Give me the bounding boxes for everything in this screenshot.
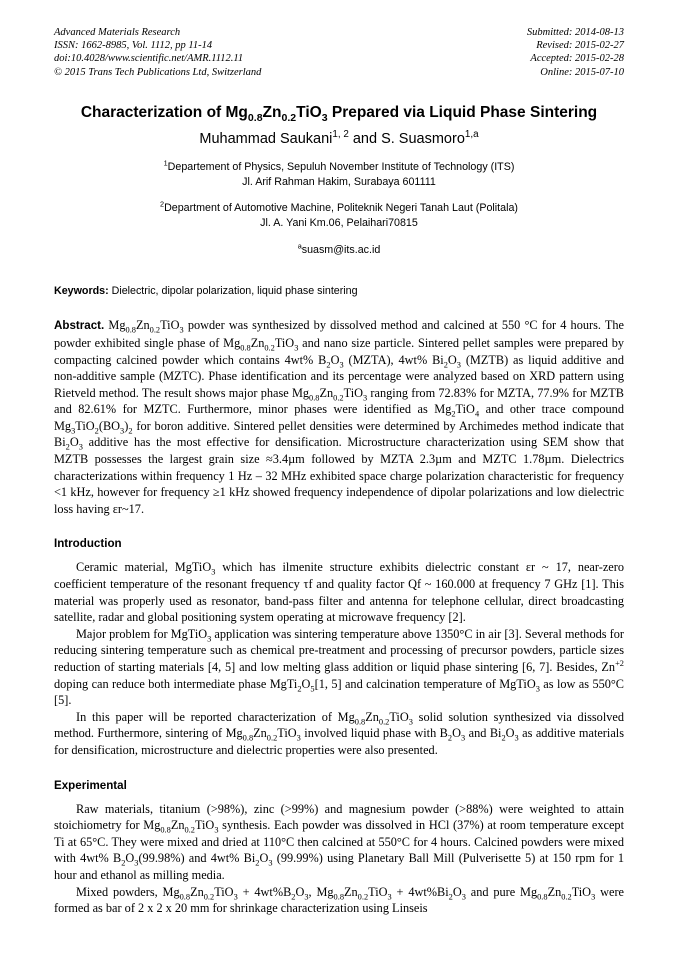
title-part-2: Zn [262, 103, 282, 121]
keywords-label: Keywords: [54, 285, 109, 298]
author-list [54, 130, 624, 149]
journal-name: Advanced Materials Research [54, 27, 181, 38]
author-affil-marker-1: 1, 2 [332, 128, 349, 140]
journal-issn-volume: ISSN: 1662-8985, Vol. 1112, pp 11-14 [54, 40, 213, 52]
experimental-paragraph-2: Mixed powders, $Mg_{0.8}Zn_{0.2}TiO_3 + 4wt\%B_2O_3$, $Mg_{0.8}Zn_{0.2}TiO_3 + 4wt\%Bi_2O_3$ and pure $Mg_{0.8}Zn_{0.2}TiO_3$ were formed as bar of 2 x 2 x 20 mm for shrinkage characterization using Linseis [54, 884, 624, 916]
affiliation-2-marker: 2 [160, 199, 165, 209]
affiliation-1-marker: 1 [163, 158, 168, 168]
title-part-4: Prepared via Liquid Phase Sintering [327, 103, 598, 121]
email-marker: a [297, 241, 302, 251]
date-accepted: Accepted: 2015-02-28 [530, 53, 624, 65]
date-revised: Revised: 2015-02-27 [536, 40, 624, 52]
section-heading-experimental: Experimental [54, 778, 127, 792]
title-sub-1: 0.8 [247, 111, 263, 124]
affiliation-2-line-2: Jl. A. Yani Km.06, Pelaihari70815 [260, 217, 418, 230]
author-conjunction: and [348, 130, 382, 147]
affiliation-2 [54, 201, 624, 232]
corresponding-email [54, 243, 624, 259]
section-heading-introduction: Introduction [54, 537, 122, 551]
journal-doi: doi:10.4028/www.scientific.net/AMR.1112.11 [54, 53, 244, 65]
date-submitted: Submitted: 2014-08-13 [526, 27, 624, 38]
journal-copyright: © 2015 Trans Tech Publications Ltd, Switzerland [54, 66, 262, 78]
affiliation-2-line-1 [54, 201, 624, 217]
keywords-line [54, 284, 624, 299]
submission-dates [527, 26, 624, 79]
page-title [54, 103, 624, 123]
affiliation-1-line-2: Jl. Arif Rahman Hakim, Surabaya 601111 [242, 176, 436, 189]
email-address: suasm@its.ac.id [301, 243, 381, 256]
journal-info [54, 26, 261, 79]
title-part-3: TiO [296, 103, 322, 121]
abstract-label: Abstract. [54, 319, 105, 333]
introduction-paragraph-3: In this paper will be reported characterization of $Mg_{0.8}Zn_{0.2}TiO_3$ solid solution synthesized via dissolved method. Furthermore, sintering of $Mg_{0.8}Zn_{0.2}TiO_3$ involved liquid phase with $B_2O_3$ and $Bi_2O_3$ as additive materials for densification, microstructure and dielectric properties were also presented. [54, 709, 625, 757]
author-name-1: Muhammad Saukani [199, 130, 333, 147]
title-sub-2: 0.2 [281, 111, 297, 124]
author-name-2: S. Suasmoro [381, 130, 465, 147]
keywords-text: Dielectric, dipolar polarization, liquid phase sintering [108, 285, 358, 298]
experimental-paragraph-1: Raw materials, titanium (>98%), zinc (>99%) and magnesium powder (>88%) were weighted to attain stoichiometry for $Mg_{0.8}Zn_{0.2}TiO_3$ synthesis. Each powder was dissolved in HCl (37%) at room temperature except Ti at 65°C. They were mixed and dried at 110°C then calcined at 550°C for 4 hours. Calcined powders were mixed with 4wt% $B_2O_3(99.98\%)$ and 4wt% $Bi_2O_3$ (99.99%) using Planetary Ball Mill (Pulverisette 5) at 150 rpm for 1 hour and ethanol as milling media. [54, 801, 624, 882]
affiliation-1 [54, 160, 624, 191]
abstract-block [54, 317, 624, 517]
date-online: Online: 2015-07-10 [540, 66, 624, 78]
affiliation-1-text: Departement of Physics, Sepuluh November Institute of Technology (ITS) [167, 160, 515, 173]
author-affil-marker-2: 1,a [464, 128, 479, 140]
title-part-1: Characterization of Mg [80, 103, 248, 121]
introduction-paragraph-2: Major problem for MgTiO$_3$ application was sintering temperature above 1350°C in air [3]. Several methods for reducing sintering temperature such as chemical pre-treatment and processing of precursor powders, particle sizes reduction of starting materials [4, 5] and low melting glass addition or liquid phase sintering [6, 7]. Besides, $Zn^{+2}$ doping can reduce both intermediate phase $MgTi_2O_5[1$, 5] and calcination temperature of MgTiO$_3$ as low as 550°C [5]. [54, 626, 625, 708]
page-header [54, 26, 624, 79]
abstract-text: $Mg_{0.8}Zn_{0.2}TiO_3$ powder was synthesized by dissolved method and calcined at 550 °C for 4 hours. The powder exhibited single phase of $Mg_{0.8}Zn_{0.2}TiO_3$ and nano size particle. Sintered pellet samples were prepared by compacting calcined powder which contains 4wt% $B_2O_3$ (MZTA), 4wt% $Bi_2O_3$ (MZTB) as liquid additive and non-additive sample (MZTC). Phase identification and its percentage were analyzed based on XRD pattern using Rietveld method. The result shows major phase $Mg_{0.8}Zn_{0.2}TiO_3$ ranging from 72.83% for MZTA, 77.9% for MZTB and 82.61% for MZTC. Furthermore, minor phases were identified as $Mg_2TiO_4$ and other trace compound $Mg_3TiO_2(BO_3)_2$ for boron additive. Sintered pellet densities were determined by Archimedes method indicate that $Bi_2O_3$ additive has the most effective for densification. Microstructure characterization using SEM show that MZTB possesses the largest grain size ≈3.4µm followed by MZTA 2.3µm and MZTC 1.78µm. Dielectrics characterizations within frequency 1 Hz – 32 MHz exhibited space charge polarization characteristic for frequency <1 kHz, however for frequency ≥1 kHz showed frequency independence of dipolar polarizations and low dielectric loss having εr~17. [54, 318, 625, 516]
affiliation-2-text: Department of Automotive Machine, Politeknik Negeri Tanah Laut (Politala) [164, 201, 518, 214]
introduction-paragraph-1: Ceramic material, MgTiO$_3$ which has ilmenite structure exhibits dielectric constant εr ~ 17, near-zero coefficient temperature of the resonant frequency τf and quality factor Qf ~ 160.000 at frequency 7 GHz [1]. This material was properly used as resonator, band-pass filter and antenna for telephone cellular, direct broadcasting satellite, radar and global positioning system operating at microwave frequency [2]. [54, 560, 624, 625]
affiliation-1-line-1 [54, 160, 624, 176]
title-sub-3: 3 [321, 111, 328, 124]
